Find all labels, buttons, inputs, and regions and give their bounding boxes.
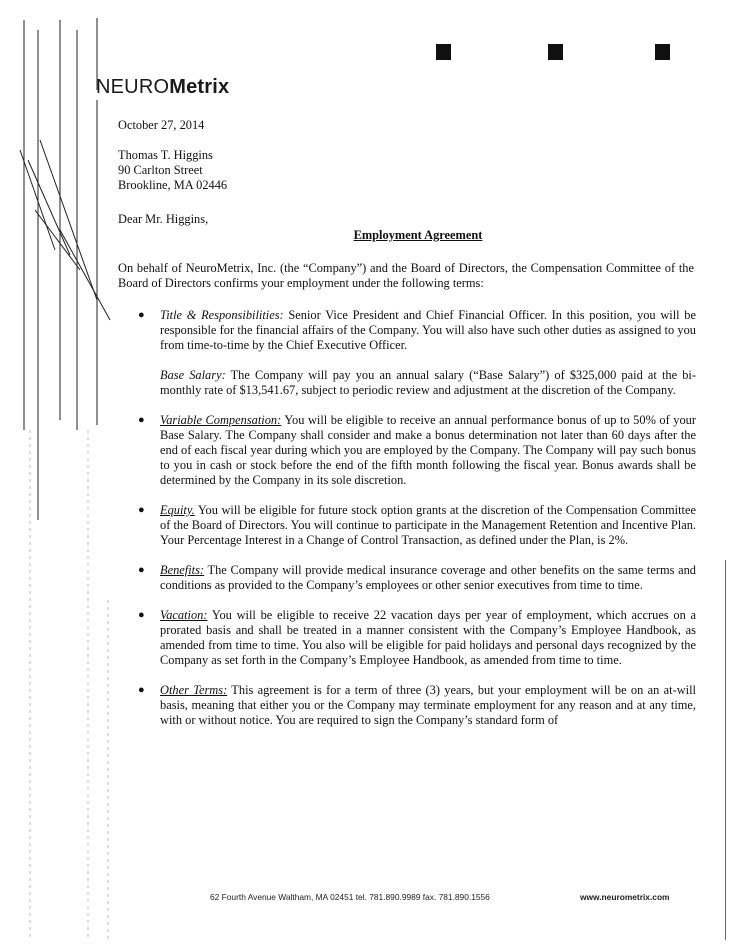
term-label: Variable Compensation: [160, 413, 282, 427]
bullet-icon: ● [138, 609, 145, 621]
term-paragraph [160, 563, 696, 593]
term-text: You will be eligible for future stock option grants at the discretion of the Compensation Committee of the Board of Directors. You will continue to participate in the Management Retention and Incentive Plan. Your Percentage Interest in a Change of Control Transaction, as defined under the Plan, is 2%. [160, 503, 696, 547]
bullet-icon: ● [138, 309, 145, 321]
term-paragraph [160, 368, 696, 398]
term-text: The Company will provide medical insurance coverage and other benefits on the same terms and conditions as provided to the Company’s employees or other senior executives from time to time. [160, 563, 696, 592]
logo-text-bold: Metrix [169, 76, 230, 98]
agreement-heading: Employment Agreement [353, 228, 483, 242]
bullet-icon: ● [138, 414, 145, 426]
footer-address: 62 Fourth Avenue Waltham, MA 02451 tel. 781.890.9989 fax. 781.890.1556 [210, 892, 490, 902]
term-label: Title & Responsibilities: [160, 308, 284, 322]
company-logo [96, 76, 229, 99]
registration-mark [548, 44, 563, 60]
term-item-vacation [118, 608, 696, 668]
term-label: Benefits: [160, 563, 205, 577]
letter-footer [210, 892, 670, 902]
term-paragraph [160, 503, 696, 548]
registration-mark [655, 44, 670, 60]
term-text: The Company will pay you an annual salary (“Base Salary”) of $325,000 paid at the bi-monthly rate of $13,541.67, subject to periodic review and adjustment at the discretion of the Company. [160, 368, 696, 397]
term-text: Senior Vice President and Chief Financial Officer. In this position, you will be responsible for the financial affairs of the Company. You will also have such other duties as assigned to you from time-to-time by the Chief Executive Officer. [160, 308, 697, 352]
footer-website: www.neurometrix.com [580, 892, 670, 902]
term-item-benefits [118, 563, 696, 593]
term-item-title [118, 308, 696, 398]
letter-date: October 27, 2014 [118, 118, 205, 132]
term-item-equity [118, 503, 696, 548]
bullet-icon: ● [138, 684, 145, 696]
term-text: You will be eligible to receive an annual performance bonus of up to 50% of your Base Salary. The Company shall consider and make a bonus determination not later than 60 days after the end of each fiscal year during which you are employed by the Company. The Company will pay such bonus to you in cash or stock before the end of the fifth month following the fiscal year. Bonus awards shall be determined by the Company in its sole discretion. [160, 413, 696, 487]
terms-list [118, 308, 696, 728]
logo-text-light: NEURO [96, 76, 170, 98]
term-paragraph [160, 413, 696, 488]
right-margin-rule [725, 560, 726, 940]
recipient-address [118, 148, 227, 193]
term-paragraph [160, 308, 696, 353]
term-label: Base Salary: [160, 368, 226, 382]
term-label: Vacation: [160, 608, 208, 622]
term-label: Other Terms: [160, 683, 228, 697]
recipient-street: 90 Carlton Street [118, 163, 203, 177]
recipient-name: Thomas T. Higgins [118, 148, 213, 162]
intro-paragraph: On behalf of NeuroMetrix, Inc. (the “Company”) and the Board of Directors, the Compensation Committee of the Board of Directors confirms your employment under the following terms: [118, 261, 694, 290]
term-text: You will be eligible to receive 22 vacation days per year of employment, which accrues on a prorated basis and shall be treated in a manner consistent with the Company’s Employee Handbook, as amended from time to time. You also will be eligible for paid holidays and personal days recognized by the Company as set forth in the Company’s Employee Handbook, as amended from time to time. [160, 608, 696, 667]
term-item-variable-compensation [118, 413, 696, 488]
term-paragraph [160, 608, 696, 668]
term-item-other-terms [118, 683, 696, 728]
bullet-icon: ● [138, 564, 145, 576]
term-paragraph [160, 683, 696, 728]
bullet-icon: ● [138, 504, 145, 516]
recipient-city: Brookline, MA 02446 [118, 178, 228, 192]
registration-mark [436, 44, 451, 60]
term-text: This agreement is for a term of three (3) years, but your employment will be on an at-will basis, meaning that either you or the Company may terminate employment for any reason and at any time, with or without notice. You are required to sign the Company’s standard form of [160, 683, 696, 727]
term-label: Equity. [160, 503, 195, 517]
salutation: Dear Mr. Higgins, [118, 212, 209, 226]
margin-line-art [0, 0, 120, 947]
